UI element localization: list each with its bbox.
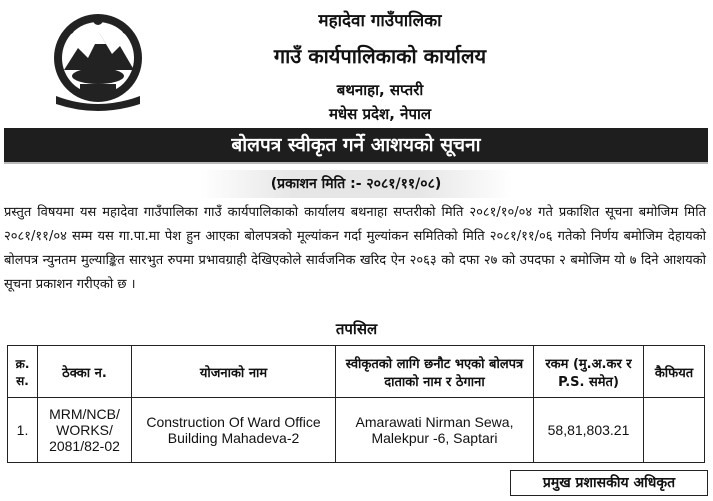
signoff-designation: प्रमुख प्रशासकीय अधिकृत (510, 470, 708, 496)
cell-project-name: Construction Of Ward Office Building Mahadeva-2 (132, 398, 336, 463)
cell-sn: 1. (8, 398, 38, 463)
cell-amount: 58,81,803.21 (534, 398, 644, 463)
publication-date: (प्रकाशन मिति :- २०८१/११/०८) (200, 170, 512, 198)
col-header-bidder: स्वीकृतको लागि छनौट भएको बोलपत्र दाताको नाम र ठेगाना (336, 346, 534, 398)
nepal-government-emblem (48, 8, 148, 112)
cell-remarks (644, 398, 705, 463)
col-header-contract-no: ठेक्का न. (38, 346, 132, 398)
col-header-project-name: योजनाको नाम (132, 346, 336, 398)
award-table (7, 345, 705, 463)
notice-body: प्रस्तुत विषयमा यस महादेवा गाउँपालिका गाउँ कार्यपालिकाको कार्यालय बथनाहा सप्तरीको मिति २०८१/१०/०४ गते प्रकाशित सूचना बमोजिम मिति २०८१/११/०४ सम्म यस गा.पा.मा पेश हुन आएका बोलपत्रको मूल्यांकन गर्दा मुल्यांकन समितिको मिति २०८१/११/०६ गतेको निर्णय बमोजिम देहायको बोलपत्र न्युनतम मुल्याङ्कित सारभुत रुपमा प्रभावग्राही देखिएकोले सार्वजनिक खरिद ऐन २०६३ को दफा २७ को उपदफा २ बमोजिम यो ७ दिने आशयको सूचना प्रकाशन गरीएको छ । (4, 205, 706, 292)
table-row (8, 398, 705, 463)
table-header-row (8, 346, 705, 398)
office-name: गाउँ कार्यपालिकाको कार्यालय (273, 44, 487, 68)
cell-bidder: Amarawati Nirman Sewa, Malekpur -6, Saptari (336, 398, 534, 463)
col-header-remarks: कैफियत (644, 346, 705, 398)
cell-contract-no: MRM/NCB/ WORKS/ 2081/82-02 (38, 398, 132, 463)
office-location: बथनाहा, सप्तरी (336, 81, 424, 99)
col-header-amount: रकम (मु.अ.कर र P.S. समेत) (534, 346, 644, 398)
details-heading: तपसिल (335, 320, 378, 338)
municipality-name: महादेवा गाउँपालिका (318, 11, 442, 31)
notice-title-banner: बोलपत्र स्वीकृत गर्ने आशयको सूचना (4, 128, 708, 162)
col-header-sn: क्र. स. (8, 346, 38, 398)
province-country: मधेस प्रदेश, नेपाल (328, 105, 432, 123)
